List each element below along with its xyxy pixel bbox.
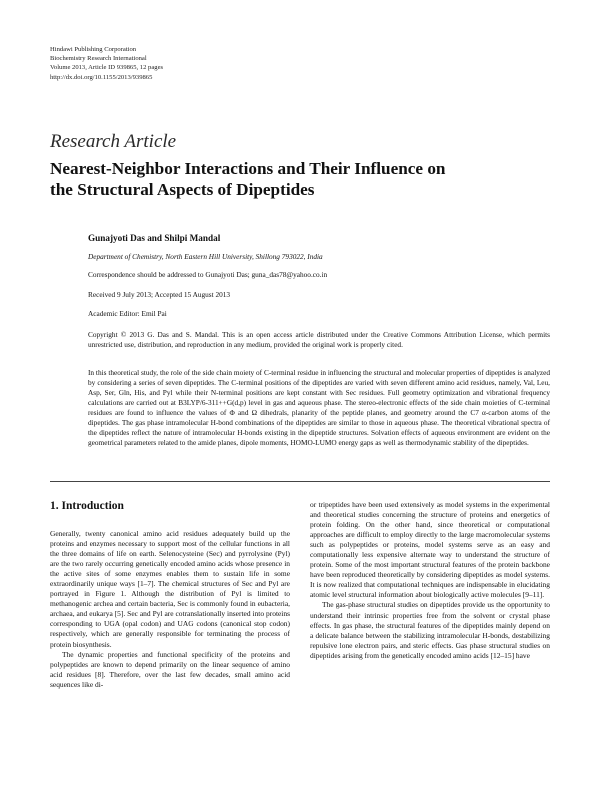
- intro-paragraph-4: The gas-phase structural studies on dipeptides provide us the opportunity to understand their intrinsic properties free from the solvent or crystal phase effects. In gas phase, the structural features of the dipeptides mainly depend on a delicate balance between the stabilizing intramolecular H-bonds, destabilizing repulsive lone electron pairs, and steric effects. Gas phase structural studies on dipeptides arising from the genetically encoded amino acids [12–15] have: [310, 600, 550, 660]
- affiliation: Department of Chemistry, North Eastern Hill University, Shillong 793022, India: [88, 252, 323, 261]
- title-line-2: the Structural Aspects of Dipeptides: [50, 180, 315, 199]
- title-line-1: Nearest-Neighbor Interactions and Their Influence on: [50, 159, 446, 178]
- abstract: In this theoretical study, the role of the side chain moiety of C-terminal residue in influencing the structural and molecular properties of dipeptides is analyzed by considering a series of seven dipeptides. The C-terminal positions of the dipeptides are varied with seven different amino acid residues, namely, Val, Leu, Asp, Ser, Gln, His, and Pyl while their N-terminal positions are kept constant with Sec residues. Full geometry optimization and vibrational frequency calculations are carried out at B3LYP/6-311++G(d,p) level in gas and aqueous phase. The stereo-electronic effects of the side chain moieties of C-terminal residues are found to influence the values of Φ and Ω dihedrals, planarity of the peptide planes, and geometry around the C7 α-carbon atoms of the dipeptides. The gas phase intramolecular H-bond combinations of the dipeptides are similar to those in aqueous phase. The theoretical vibrational spectra of the dipeptides reflect the nature of intramolecular H-bonds existing in the dipeptide structures. Solvation effects of aqueous environment are evident on the geometrical parameters related to the amide planes, dipole moments, HOMO-LUMO energy gaps as well as thermodynamic stability of the dipeptides.: [88, 368, 550, 447]
- intro-paragraph-2: The dynamic properties and functional specificity of the proteins and polypeptides are known to depend primarily on the linear sequence of amino acid residues [8]. Therefore, over the last few decades, small amino acid sequences like di-: [50, 649, 290, 689]
- journal-name: Biochemistry Research International: [50, 55, 147, 63]
- article-type: Research Article: [50, 131, 177, 152]
- left-column: [50, 529, 290, 690]
- section-divider: [50, 481, 550, 482]
- article-title: [50, 158, 550, 200]
- copyright-notice: Copyright © 2013 G. Das and S. Mandal. This is an open access article distributed under the Creative Commons Attribution License, which permits unrestricted use, distribution, and reproduction in any medium, provided the original work is properly cited.: [88, 330, 550, 349]
- academic-editor: Academic Editor: Emil Pai: [88, 309, 167, 318]
- section-heading-introduction: 1. Introduction: [50, 500, 124, 512]
- publisher-name: Hindawi Publishing Corporation: [50, 46, 137, 53]
- volume-info: Volume 2013, Article ID 939865, 12 pages: [50, 64, 164, 72]
- journal-masthead: [50, 45, 163, 82]
- right-column: [310, 500, 550, 661]
- correspondence: Correspondence should be addressed to Gunajyoti Das; guna_das78@yahoo.co.in: [88, 270, 328, 279]
- received-accepted-dates: Received 9 July 2013; Accepted 15 August 2013: [88, 290, 231, 299]
- doi-link[interactable]: http://dx.doi.org/10.1155/2013/939865: [50, 73, 153, 81]
- authors: Gunajyoti Das and Shilpi Mandal: [88, 233, 221, 243]
- intro-paragraph-1: Generally, twenty canonical amino acid residues adequately build up the proteins and enzymes necessary to support most of the cellular functions in all the three domains of life on earth. Selenocysteine (Sec) and pyrrolysine (Pyl) are the two rarely occurring genetically encoded amino acids whose presence in the active sites of some enzymes enables them to sustain life in some extraordinarily unique ways [1–7]. The chemical structures of Sec and Pyl are portrayed in Figure 1. Although the distribution of Pyl is limited to methanogenic archea and certain bacteria, Sec is commonly found in eubacteria, archaea, and eukarya [5]. Sec and Pyl are cotranslationally inserted into proteins corresponding to UGA (opal codon) and UAG codons (canonical stop codon) respectively, which are generally responsible for terminating the process of protein biosynthesis.: [50, 529, 290, 649]
- intro-paragraph-3: or tripeptides have been used extensively as model systems in the experimental and theoretical studies concerning the structure of proteins and energetics of protein folding. On the other hand, since theoretical or computational approaches are difficult to employ directly to the large macromolecular systems such as polypeptides or proteins, model systems serve as an easy and computationally less expensive alternate way to understand the structure of protein. Some of the most important structural features of the protein backbone have been reproduced theoretically by considering dipeptides as model systems. It is now realized that computational techniques are indispensable in elucidating atomic level structural information about biologically active molecules [9–11].: [310, 500, 550, 600]
